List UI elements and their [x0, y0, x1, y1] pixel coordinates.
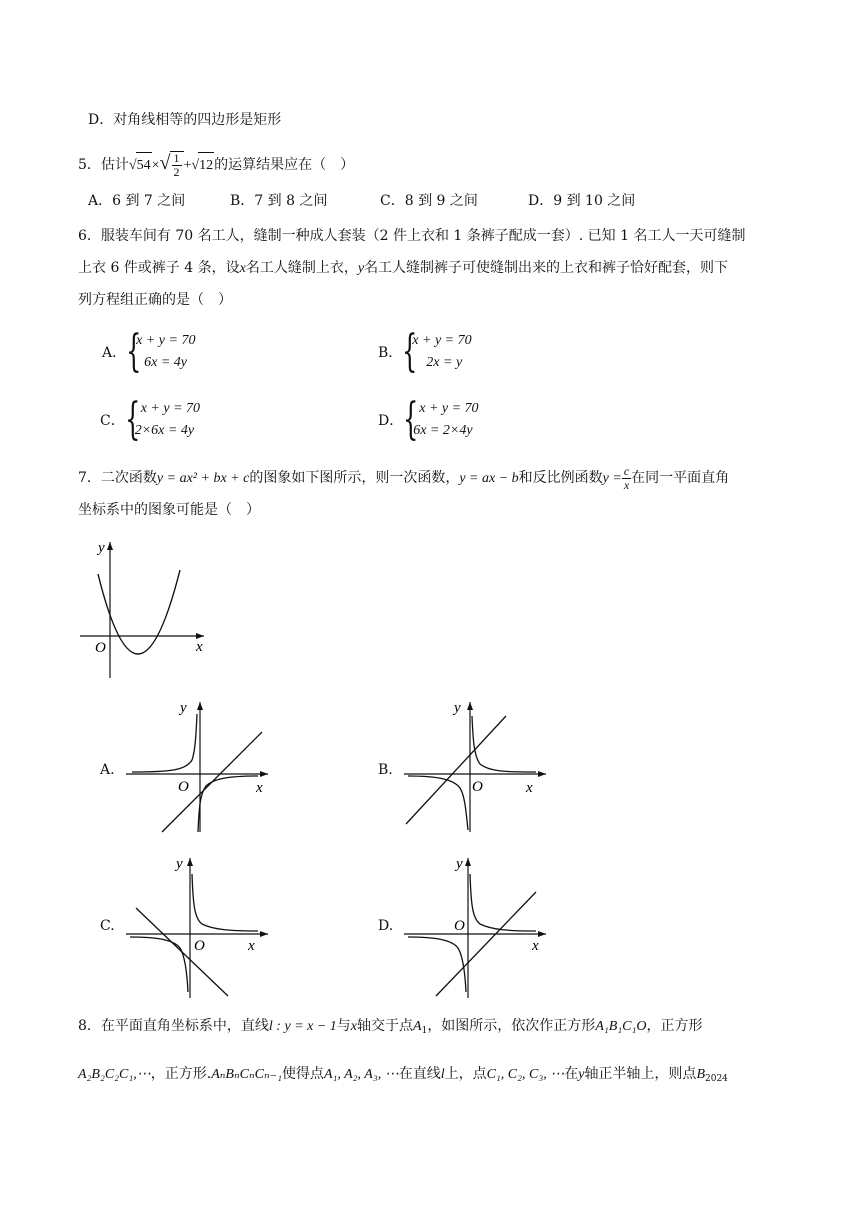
q8-square-n: AₙBₙCₙCₙ₋₁ [211, 1067, 282, 1082]
q6-option-b-eq2: 2x = y [426, 355, 463, 370]
hyperbola-branch-2 [408, 776, 468, 830]
q6-option-c-eq2: 2×6x = 4y [134, 423, 195, 438]
q6-option-c: C． { x + y = 70 2×6x = 4y [100, 394, 201, 445]
q8-line-1a: 8．在平面直角坐标系中，直线 [78, 1018, 269, 1034]
q6-option-c-eq1: x + y = 70 [140, 401, 201, 416]
hyperbola-branch-2 [408, 937, 466, 992]
q7-option-c-label: C. [100, 918, 115, 934]
hyperbola-branch-2 [198, 776, 258, 832]
q6-option-d-eq1: x + y = 70 [419, 401, 479, 416]
q5-fraction [172, 152, 182, 179]
q8-line-l: l [440, 1067, 445, 1082]
q6-option-b: B． { x + y = 70 2x = y [378, 326, 472, 377]
q8-point-a: A [413, 1019, 422, 1034]
x-axis-label: x [526, 780, 533, 796]
q6-line-2c: 名工人缝制裤子可使缝制出来的上衣和裤子恰好配套，则下 [364, 260, 729, 276]
q4-option-d: D．对角线相等的四边形是矩形 [88, 112, 282, 128]
q7-quadratic: y = ax² + bx + c [156, 471, 250, 486]
q8-y-var: y [578, 1067, 585, 1082]
q6-option-a-eq1: x + y = 70 [136, 333, 196, 348]
linear-function-line [162, 732, 262, 832]
q8-line-2c: 使得点 [281, 1066, 324, 1082]
q5-option-d: D．9 到 10 之间 [528, 193, 636, 209]
y-axis-arrow-icon [465, 858, 471, 866]
q7-line-1c: 和反比例函数 [518, 470, 603, 486]
q6-line-3: 列方程组正确的是（ ） [78, 292, 232, 308]
q8-square-1: A₁B₁C₁O [595, 1019, 647, 1034]
q7-line-1a: 7．二次函数 [78, 470, 157, 486]
q7-option-d-label: D. [378, 918, 394, 934]
origin-label: O [472, 779, 483, 795]
q5-option-a: A．6 到 7 之间 [88, 193, 186, 209]
q7-inverse-fraction [622, 465, 631, 492]
q7-option-b-graph [400, 696, 550, 836]
q6-line-2b: 名工人缝制上衣， [245, 260, 358, 276]
x-axis-label: x [248, 938, 255, 954]
q6-option-a: A． { x + y = 70 6x = 4y [102, 326, 196, 377]
q5-frac-num: 1 [173, 150, 180, 165]
q5-times: × [151, 158, 160, 173]
q8-line-equation: l : y = x − 1 [268, 1019, 337, 1034]
q7-linear: y = ax − b [459, 471, 519, 486]
q5-tail: 的运算结果应在（ ） [214, 157, 355, 173]
y-axis-label: y [98, 540, 105, 556]
q6-option-c-label: C． [100, 413, 125, 429]
q8-point-b: B [696, 1067, 705, 1082]
q7-line-1b: 的图象如下图所示，则一次函数， [249, 470, 460, 486]
q8-line-2e: 上，点 [444, 1066, 487, 1082]
q8-points-c: C₁, C₂, C₃, ⋯ [486, 1067, 565, 1082]
q8-points-a: A₁, A₂, A₃, ⋯ [323, 1067, 399, 1082]
q7-option-a-label: A. [100, 762, 115, 778]
linear-function-line [136, 908, 228, 996]
y-axis-arrow-icon [197, 702, 203, 710]
origin-label: O [454, 918, 465, 934]
origin-label: O [95, 640, 106, 656]
q6-option-d: D． { x + y = 70 6x = 2×4y [378, 394, 479, 445]
q5-option-c: C．8 到 9 之间 [380, 193, 478, 209]
q7-option-b-label: B. [378, 762, 393, 778]
q6-var-y: y [357, 261, 365, 276]
y-axis-label: y [454, 700, 461, 716]
x-axis-arrow-icon [538, 931, 546, 937]
x-axis-arrow-icon [260, 931, 268, 937]
y-axis-arrow-icon [467, 702, 473, 710]
q7-line-1d: 在同一平面直角 [631, 470, 730, 486]
q5-plus: + [183, 158, 192, 173]
q6-line-1: 6．服装车间有 70 名工人，缝制一种成人套装（2 件上衣和 1 条裤子配成一套）. 已知 1 名工人一天可缝制 [78, 228, 746, 244]
q6-option-a-label: A． [102, 345, 127, 361]
q7-inverse-den: x [623, 477, 630, 492]
q7-option-d-graph [400, 852, 550, 1000]
q8-line-2b: ，正方形. [150, 1066, 212, 1082]
q8-line-2 [78, 1064, 728, 1089]
q7-inverse-num: c [623, 463, 630, 478]
hyperbola-branch-1 [132, 714, 197, 772]
q8-line-1: 8．在平面直角坐标系中，直线l : y = x − 1与x轴交于点$A_1$，如图所示，依次作正方形A₁B₁C₁O，正方形 [78, 1018, 703, 1036]
q8-line-2d: 在直线 [398, 1066, 441, 1082]
q8-line-1d: ，如图所示，依次作正方形 [427, 1018, 596, 1034]
q8-line-2g: 轴正半轴上，则点 [584, 1066, 697, 1082]
q8-point-b-subscript: 2024 [705, 1074, 728, 1084]
q7-inverse-lhs: y = [602, 471, 622, 486]
q6-option-b-eq1: x + y = 70 [412, 333, 472, 348]
q6-var-x: x [239, 261, 246, 276]
q5-number: 5．估计 [78, 157, 129, 173]
q7-line-1 [78, 464, 729, 493]
q7-line-2: 坐标系中的图象可能是（ ） [78, 502, 260, 518]
q8-line-2f: 在 [564, 1066, 579, 1082]
y-axis-label: y [456, 856, 463, 872]
q6-option-d-eq2: 6x = 2×4y [413, 423, 473, 438]
hyperbola-branch-2 [130, 937, 188, 992]
q8-line-1c: 轴交于点 [357, 1018, 414, 1034]
q8-line-1e: ，正方形 [646, 1018, 703, 1034]
q6-option-d-label: D． [378, 413, 404, 429]
q6-option-b-label: B． [378, 345, 403, 361]
hyperbola-branch-1 [192, 874, 258, 931]
q6-option-a-eq2: 6x = 4y [144, 355, 187, 370]
hyperbola-branch-1 [472, 716, 536, 772]
q6-line-2 [78, 258, 728, 279]
linear-function-line [436, 892, 536, 996]
x-axis-label: x [532, 938, 539, 954]
q8-square-2: A₂B₂C₂C₁,⋯ [78, 1067, 151, 1082]
q5-frac-den: 2 [173, 164, 180, 179]
y-axis-label: y [176, 856, 183, 872]
x-axis-arrow-icon [538, 771, 546, 777]
x-axis-label: x [256, 780, 263, 796]
q5-radical-2: 12 [198, 152, 214, 179]
origin-label: O [178, 779, 189, 795]
q7-option-a-graph [122, 696, 272, 836]
origin-label: O [194, 938, 205, 954]
x-axis-label: x [196, 639, 203, 655]
q5-option-b: B．7 到 8 之间 [230, 193, 328, 209]
q6-line-2a: 上衣 6 件或裤子 4 条，设 [78, 260, 240, 276]
q7-parabola-figure [72, 536, 212, 682]
linear-function-line [406, 716, 506, 824]
y-axis-arrow-icon [187, 858, 193, 866]
x-axis-arrow-icon [260, 771, 268, 777]
y-axis-label: y [180, 700, 187, 716]
q8-line-1b: 与 [336, 1018, 351, 1034]
q7-option-c-graph [122, 852, 272, 1000]
q8-x-var: x [350, 1019, 358, 1034]
q5-stem: 5．估计√54×√ $\frac{1}{2}$ +√12的运算结果应在（ ） [78, 150, 355, 179]
q5-radical-1: 54 [136, 152, 152, 179]
y-axis-arrow-icon [107, 542, 113, 550]
